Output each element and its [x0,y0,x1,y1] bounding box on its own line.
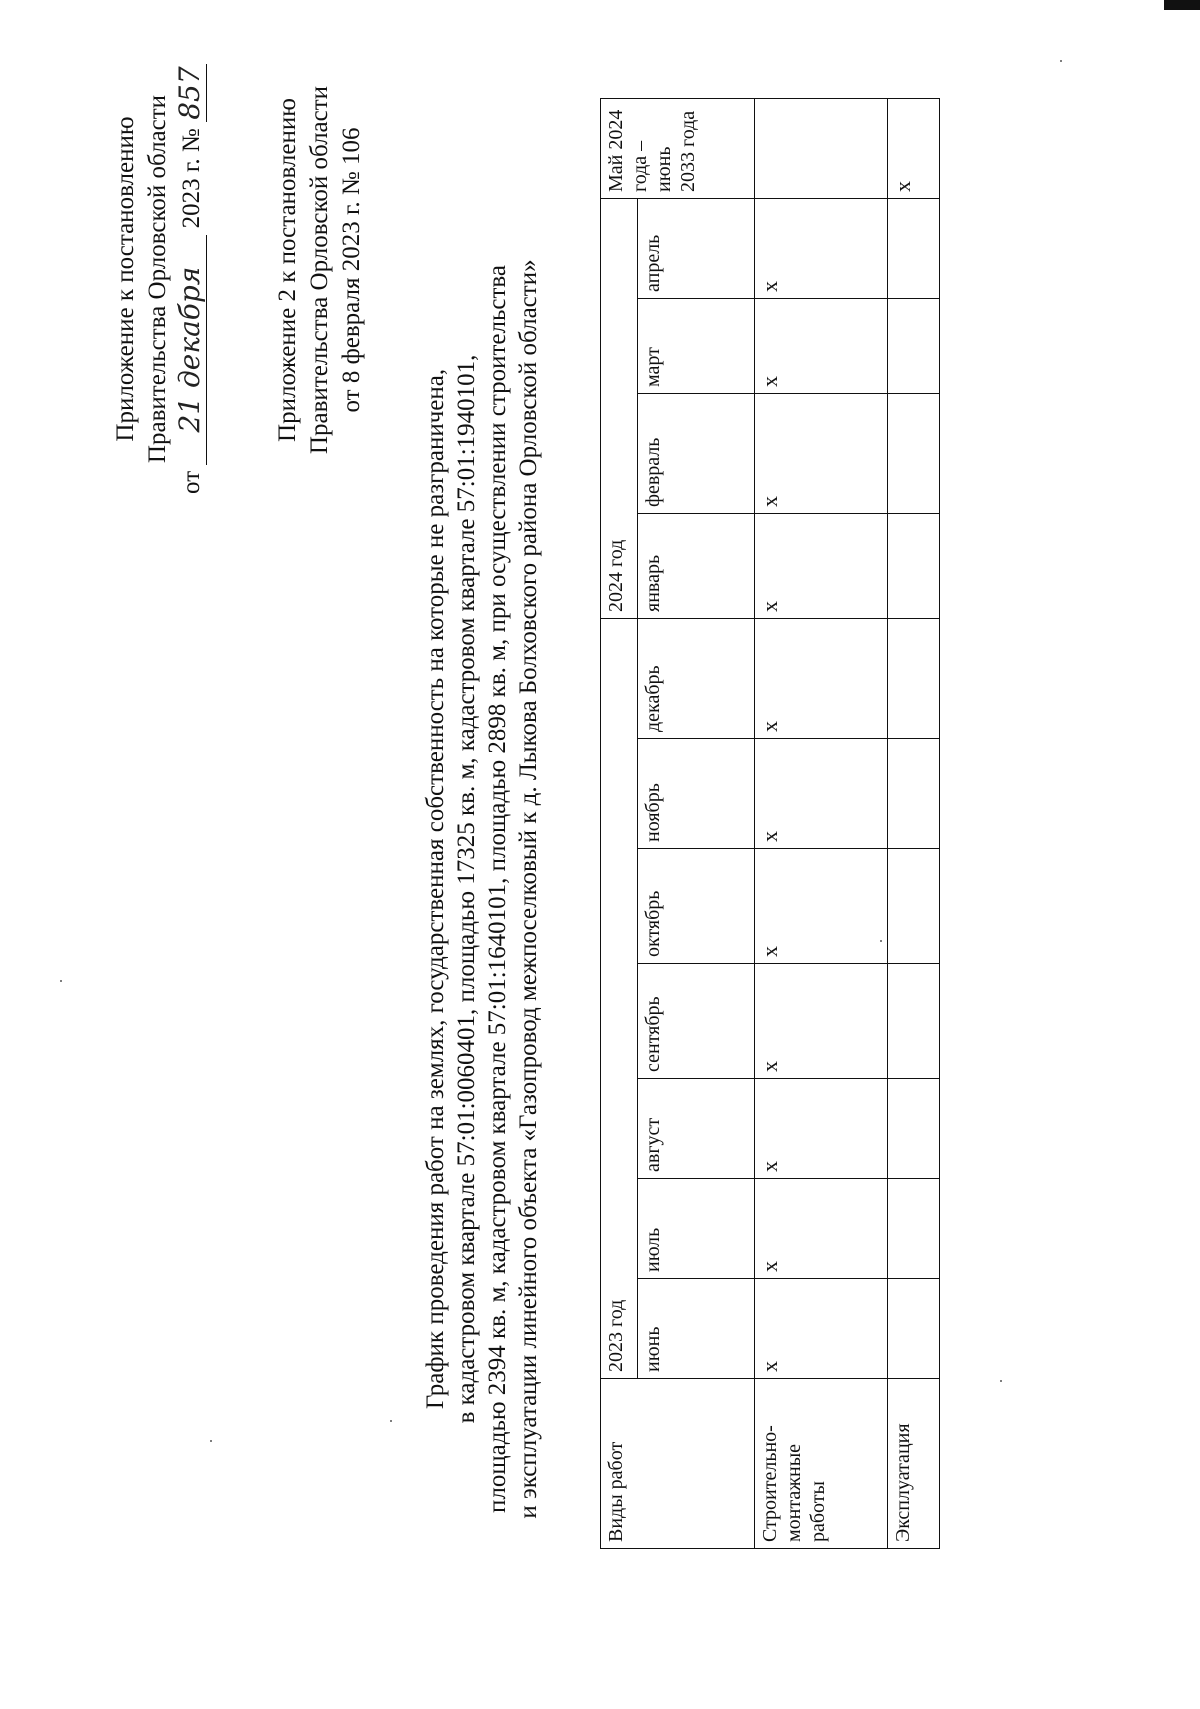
schedule-mark: х [755,199,888,299]
year-group-2024: 2024 год [601,199,638,619]
schedule-mark [887,1079,939,1179]
table-header-row [601,99,638,1549]
month-header: август [638,1079,755,1179]
table-row [755,99,888,1549]
schedule-mark: х [755,1179,888,1279]
original-line-1: Приложение 2 к постановлению [274,98,301,442]
approval-line-2: Правительства Орловской области [144,94,171,464]
schedule-mark [887,514,939,619]
schedule-mark: х [755,849,888,964]
schedule-mark: х [755,514,888,619]
month-header: июнь [638,1279,755,1379]
month-header: февраль [638,394,755,514]
schedule-mark [887,739,939,849]
schedule-mark [887,1279,939,1379]
month-header: апрель [638,199,755,299]
schedule-mark [887,299,939,394]
original-line-3: от 8 февраля 2023 г. № 106 [338,127,365,413]
original-line-2: Правительства Орловской области [306,85,333,455]
month-header: декабрь [638,619,755,739]
schedule-mark: х [755,619,888,739]
month-header: январь [638,514,755,619]
schedule-mark: х [755,964,888,1079]
schedule-mark: х [755,1079,888,1179]
schedule-mark [887,1179,939,1279]
handwritten-date: 21 декабря [174,235,207,465]
schedule-mark [755,99,888,199]
month-header: сентябрь [638,964,755,1079]
schedule-mark [887,964,939,1079]
schedule-mark [887,849,939,964]
title-line: площадью 2394 кв. м, кадастровом квартале 57:01:1640101, площадью 2898 кв. м, при осуществлении строительства [484,265,511,1513]
schedule-mark: х [755,739,888,849]
title-line: График проведения работ на землях, государственная собственность на которые не разграничена, [422,368,449,1410]
title-line: и эксплуатации линейного объекта «Газопровод межпоселковый к д. Лыкова Болховского района Орловской области» [515,259,542,1519]
schedule-mark [887,394,939,514]
schedule-mark [887,619,939,739]
last-period-header: Май 2024 года – июнь 2033 года [601,99,755,199]
schedule-table [600,98,940,1549]
work-type-cell: Эксплуатация [887,1379,939,1549]
schedule-mark: х [887,99,939,199]
schedule-mark: х [755,299,888,394]
table-month-row [638,99,755,1549]
title-line: в кадастровом квартале 57:01:0060401, площадью 17325 кв. м, кадастровом квартале 57:01:1940101, [453,354,480,1424]
corner-header: Виды работ [601,1379,755,1549]
month-header: июль [638,1179,755,1279]
month-header: октябрь [638,849,755,964]
schedule-mark: х [755,1279,888,1379]
schedule-mark [887,199,939,299]
approval-line-1: Приложение к постановлению [112,116,139,442]
table-row [887,99,939,1549]
month-header: ноябрь [638,739,755,849]
work-type-cell: Строительно-монтажные работы [755,1379,888,1549]
year-number-label: 2023 г. № [178,128,205,229]
document-title [420,219,544,1559]
approval-stamp-current [110,0,208,559]
date-prefix: от [178,470,205,494]
schedule-mark: х [755,394,888,514]
year-group-2023: 2023 год [601,619,638,1379]
handwritten-number: 857 [174,64,207,122]
approval-stamp-original [272,40,368,500]
approval-date-line [174,0,208,559]
month-header: март [638,299,755,394]
